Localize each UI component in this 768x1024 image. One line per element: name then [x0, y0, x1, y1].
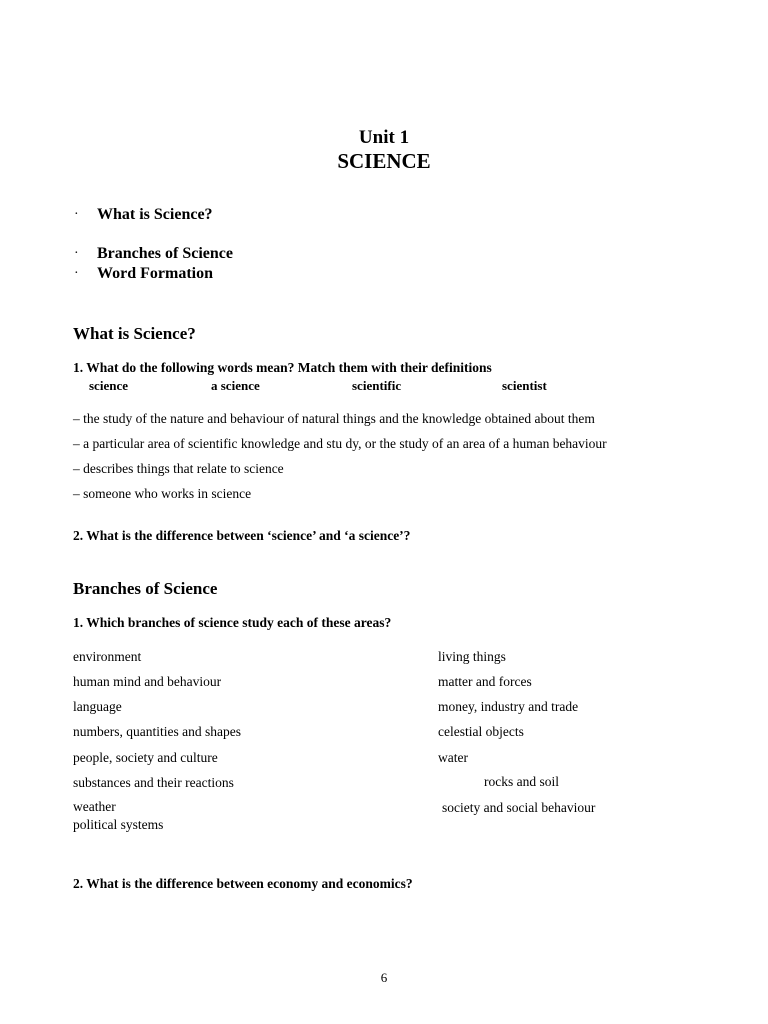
question-science-difference: 2. What is the difference between ‘science’ and ‘a science’?	[73, 528, 411, 543]
area-item: language	[73, 699, 122, 714]
section-title-branches-of-science: Branches of Science	[73, 579, 218, 598]
area-item: living things	[438, 649, 506, 664]
question-branches: 1. Which branches of science study each of these areas?	[73, 615, 392, 630]
topic-branches-of-science: Branches of Science	[97, 245, 233, 262]
unit-title: SCIENCE	[337, 149, 431, 173]
area-item: people, society and culture	[73, 750, 218, 765]
area-item: environment	[73, 649, 142, 664]
bullet-dot-icon: ·	[74, 266, 79, 281]
area-item: substances and their reactions	[73, 775, 234, 790]
area-item: weather	[73, 799, 116, 814]
definition-item: – a particular area of scientific knowledge and stu dy, or the study of an area of a human behaviour	[73, 436, 607, 451]
bullet-dot-icon: ·	[74, 207, 79, 222]
word-item: scientific	[352, 378, 402, 393]
word-item: a science	[211, 378, 260, 393]
topic-what-is-science: What is Science?	[97, 206, 213, 223]
section-title-what-is-science: What is Science?	[73, 324, 196, 343]
area-item: money, industry and trade	[438, 699, 579, 714]
area-item: society and social behaviour	[442, 800, 596, 815]
area-item: political systems	[73, 817, 164, 832]
bullet-dot-icon: ·	[74, 246, 79, 261]
word-item: science	[89, 378, 128, 393]
definition-item: – the study of the nature and behaviour of natural things and the knowledge obtained about them	[73, 411, 595, 426]
area-item: numbers, quantities and shapes	[73, 724, 241, 739]
area-item: rocks and soil	[484, 774, 559, 789]
page-number: 6	[380, 970, 388, 985]
area-item: human mind and behaviour	[73, 674, 222, 689]
unit-number: Unit 1	[358, 127, 410, 148]
topic-word-formation: Word Formation	[97, 265, 213, 282]
area-item: matter and forces	[438, 674, 532, 689]
word-item: scientist	[502, 378, 547, 393]
area-item: water	[438, 750, 468, 765]
definition-item: – someone who works in science	[73, 486, 252, 501]
area-item: celestial objects	[438, 724, 524, 739]
question-match-words: 1. What do the following words mean? Match them with their definitions	[73, 360, 492, 375]
question-economy-difference: 2. What is the difference between economy and economics?	[73, 876, 413, 891]
definition-item: – describes things that relate to science	[73, 461, 284, 476]
